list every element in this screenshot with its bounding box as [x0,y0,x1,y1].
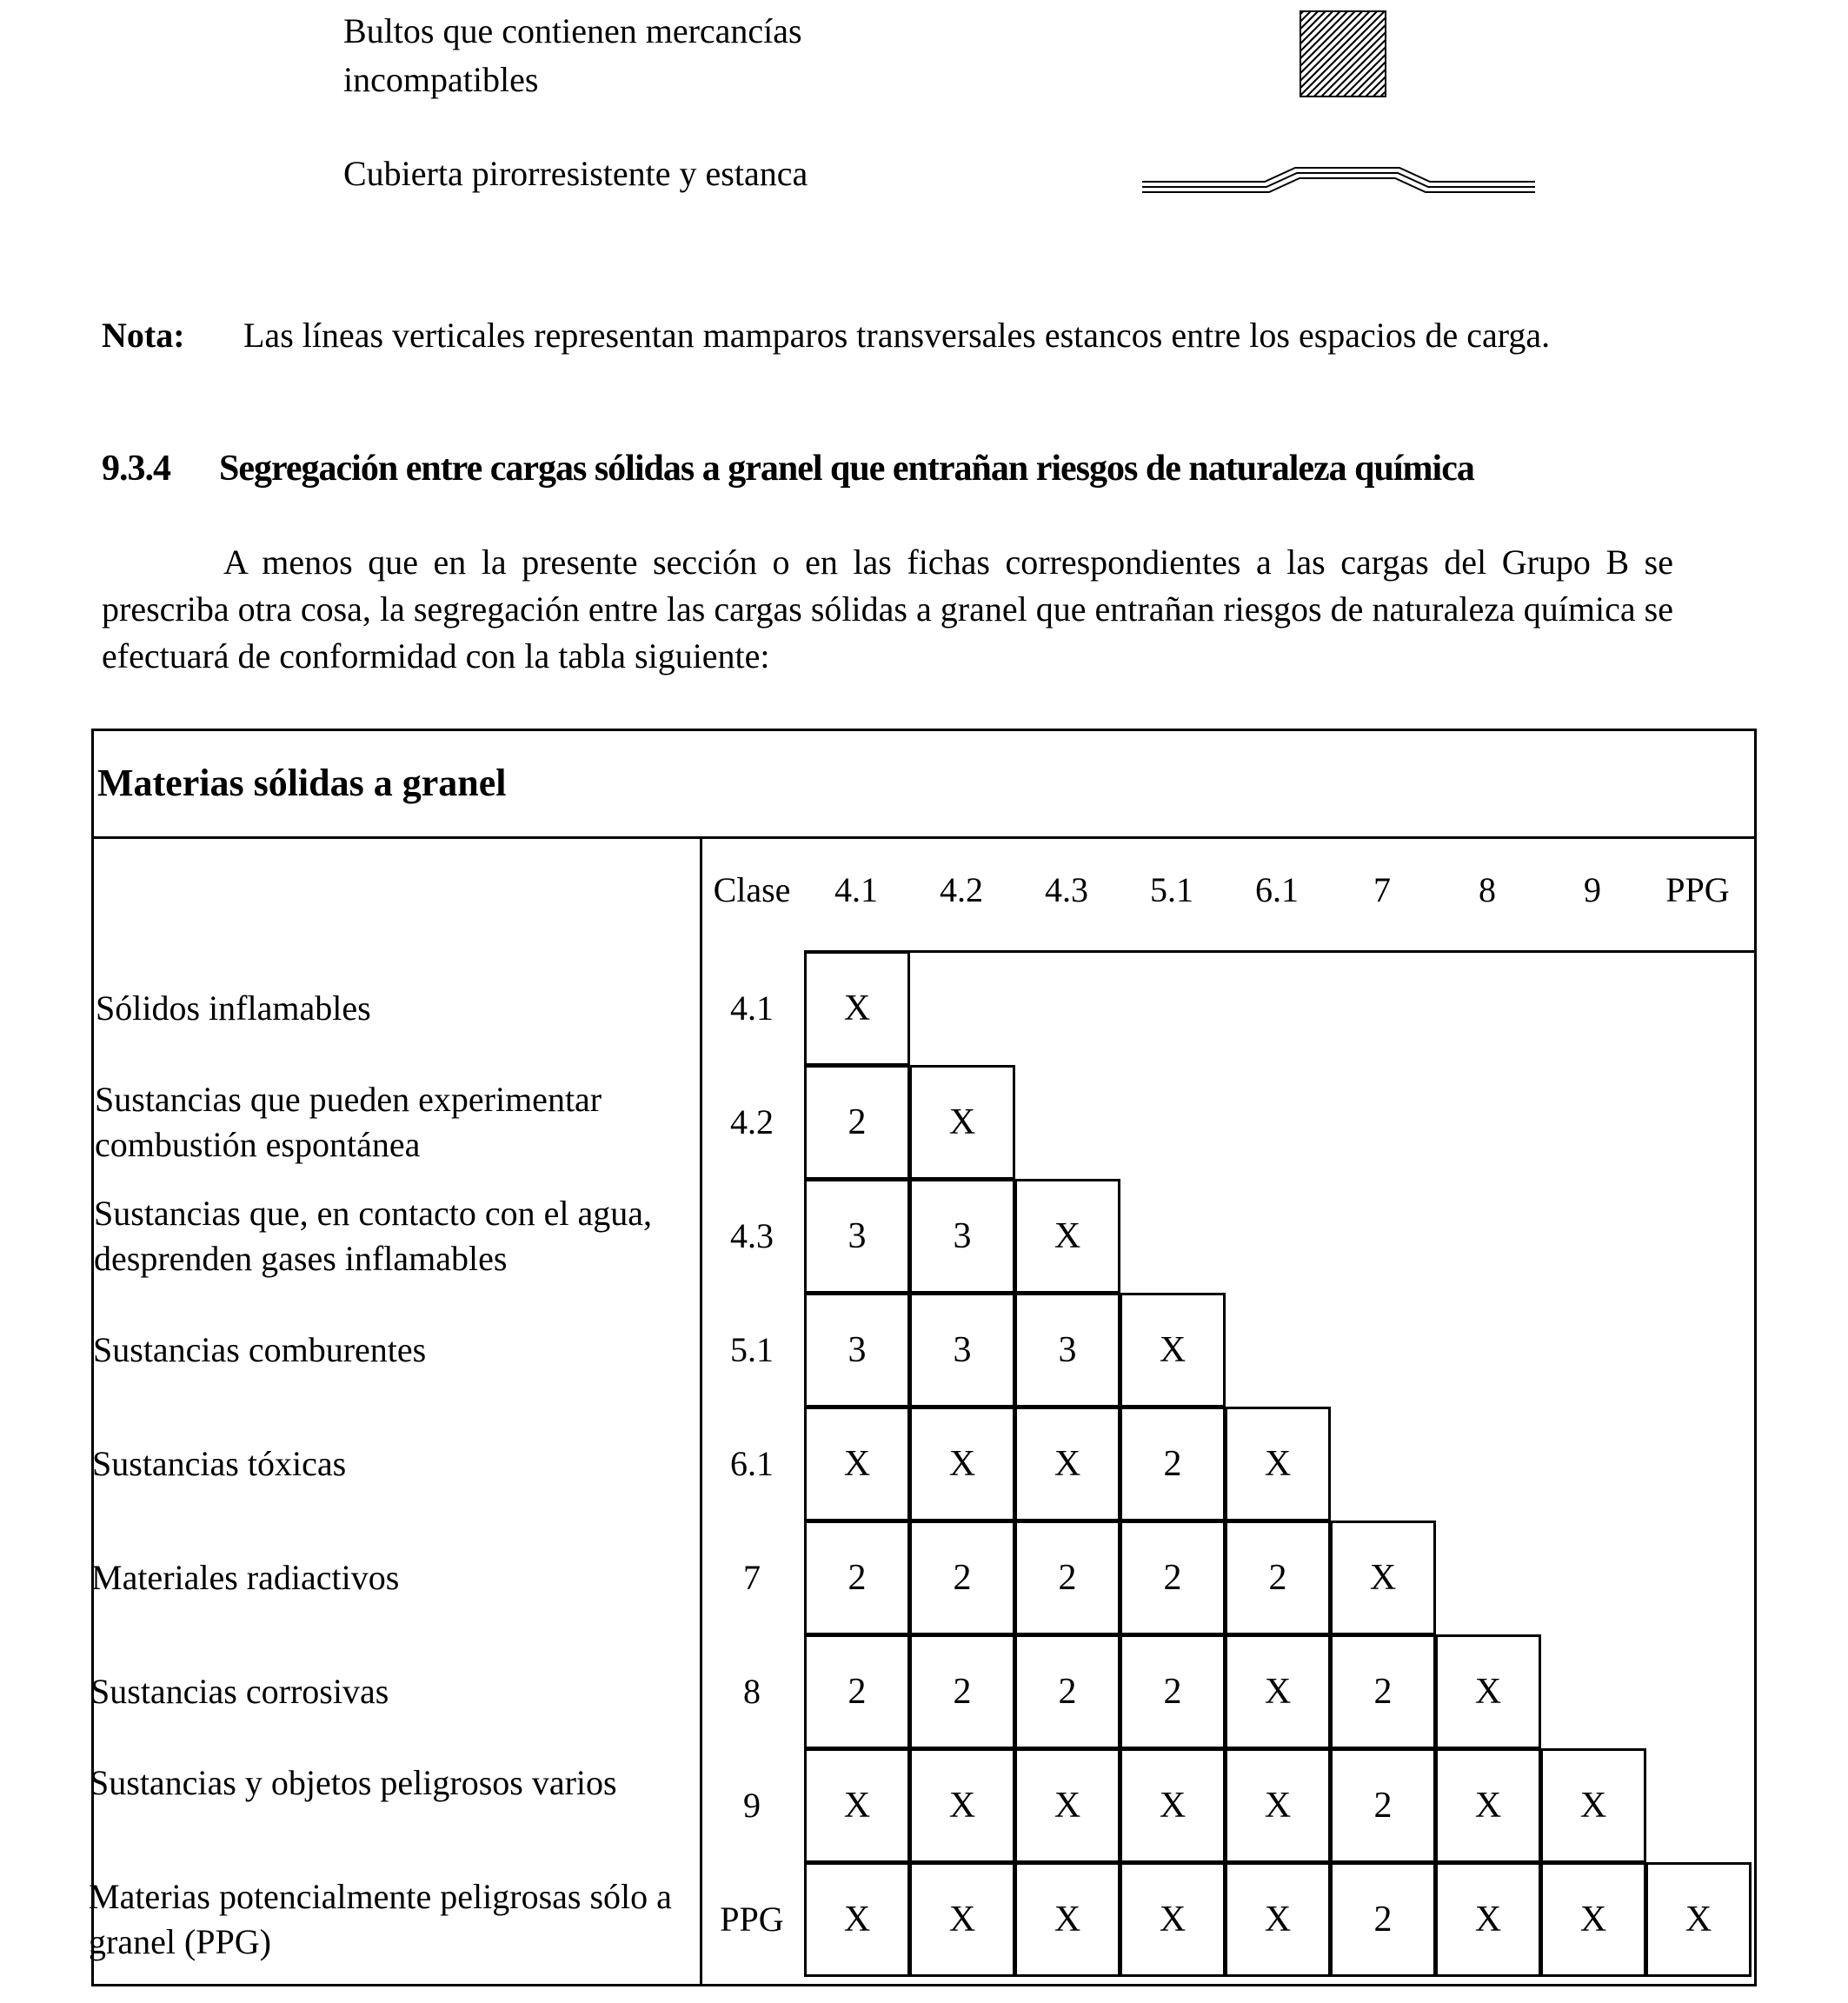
column-header: 5.1 [1150,870,1193,909]
table-cell: X [1225,1634,1331,1749]
nota-text: Las líneas verticales representan mamparos transversales estancos entre los espacios de carga. [243,316,1551,355]
table-cell: X [1225,1407,1331,1521]
table-cell: X [1225,1748,1331,1863]
table-cell: X [804,951,910,1066]
table-cell: 2 [909,1634,1015,1749]
fire-resistant-cover-icon [1139,161,1539,196]
table-cell: X [1120,1748,1226,1863]
section-number: 9.3.4 [102,449,170,489]
table-cell: X [804,1862,910,1977]
row-label: Sustancias que, en contacto con el agua, desprenden gases inflamables [94,1193,652,1278]
header-underline [804,950,1757,953]
column-header: 4.1 [834,870,878,909]
hatched-box-icon [1300,10,1386,97]
table-cell: X [1014,1407,1120,1521]
row-class: 7 [743,1558,761,1597]
row-class: 4.2 [730,1102,774,1141]
column-header: 7 [1373,870,1391,909]
table-cell: X [909,1065,1015,1180]
row-label: Sustancias corrosivas [90,1671,389,1711]
row-label: Sustancias tóxicas [92,1443,347,1483]
row-class: PPG [720,1900,784,1939]
table-cell: X [1435,1748,1541,1863]
table-cell: X [1014,1179,1120,1294]
table-cell: X [909,1748,1015,1863]
table-cell: X [1645,1862,1752,1977]
table-cell: 2 [1014,1634,1120,1749]
table-cell: X [1120,1862,1226,1977]
column-header: 6.1 [1255,870,1299,909]
legend-cover-label: Cubierta pirorresistente y estanca [343,154,808,193]
row-label: Sustancias que pueden experimentar combustión espontánea [95,1079,602,1164]
row-label: Materias potencialmente peligrosas sólo a granel (PPG) [89,1876,672,1961]
row-label: Sustancias comburentes [93,1329,427,1369]
row-class: 9 [743,1786,761,1825]
table-cell: 2 [804,1065,910,1180]
table-cell: X [1014,1748,1120,1863]
class-header: Clase [713,870,791,909]
row-class: 5.1 [730,1330,774,1369]
row-label: Sustancias y objetos peligrosos varios [90,1762,617,1802]
table-cell: 3 [1014,1293,1120,1407]
section-title: Segregación entre cargas sólidas a granel que entrañan riesgos de naturaleza química [219,449,1474,489]
table-cell: X [804,1748,910,1863]
column-header: PPG [1665,870,1730,909]
table-cell: 3 [909,1293,1015,1407]
table-cell: 2 [804,1521,910,1635]
table-cell: 2 [909,1521,1015,1635]
table-cell: X [1120,1293,1226,1407]
row-class: 6.1 [730,1444,774,1483]
table-title: Materias sólidas a granel [97,762,507,804]
table-cell: X [804,1407,910,1521]
table-cell: X [1330,1521,1436,1635]
table-cell: X [909,1862,1015,1977]
table-cell: X [1435,1862,1541,1977]
table-cell: X [909,1407,1015,1521]
row-label: Sólidos inflamables [96,988,371,1028]
table-cell: 2 [1330,1862,1436,1977]
table-divider [91,836,1757,839]
column-header: 8 [1479,870,1496,909]
table-cell: 2 [1120,1407,1226,1521]
column-header: 9 [1584,870,1601,909]
nota-label: Nota: [102,316,185,355]
table-cell: 2 [1330,1634,1436,1749]
table-cell: 2 [1225,1521,1331,1635]
legend-incompatible-label: Bultos que contienen mercancías incompatibles [343,11,802,99]
table-cell: 3 [804,1179,910,1294]
table-cell: 2 [1014,1521,1120,1635]
table-cell: X [1435,1634,1541,1749]
column-header: 4.3 [1045,870,1088,909]
table-cell: 2 [1330,1748,1436,1863]
row-label: Materiales radiactivos [91,1557,400,1597]
table-cell: 2 [1120,1521,1226,1635]
table-cell: 3 [909,1179,1015,1294]
row-class: 8 [743,1672,761,1711]
row-class: 4.3 [730,1216,774,1255]
row-class: 4.1 [730,988,774,1028]
column-header: 4.2 [940,870,983,909]
table-cell: X [1540,1748,1646,1863]
table-cell: 2 [804,1634,910,1749]
table-cell: 2 [1120,1634,1226,1749]
table-cell: X [1225,1862,1331,1977]
table-cell: X [1540,1862,1646,1977]
section-paragraph: A menos que en la presente sección o en las fichas correspondientes a las cargas del Grupo B se prescriba otra cosa, la segregación entre las cargas sólidas a granel que entrañan riesgos de naturaleza química se efectuará de conformidad con la tabla siguiente: [102,542,1673,675]
table-cell: 3 [804,1293,910,1407]
table-cell: X [1014,1862,1120,1977]
